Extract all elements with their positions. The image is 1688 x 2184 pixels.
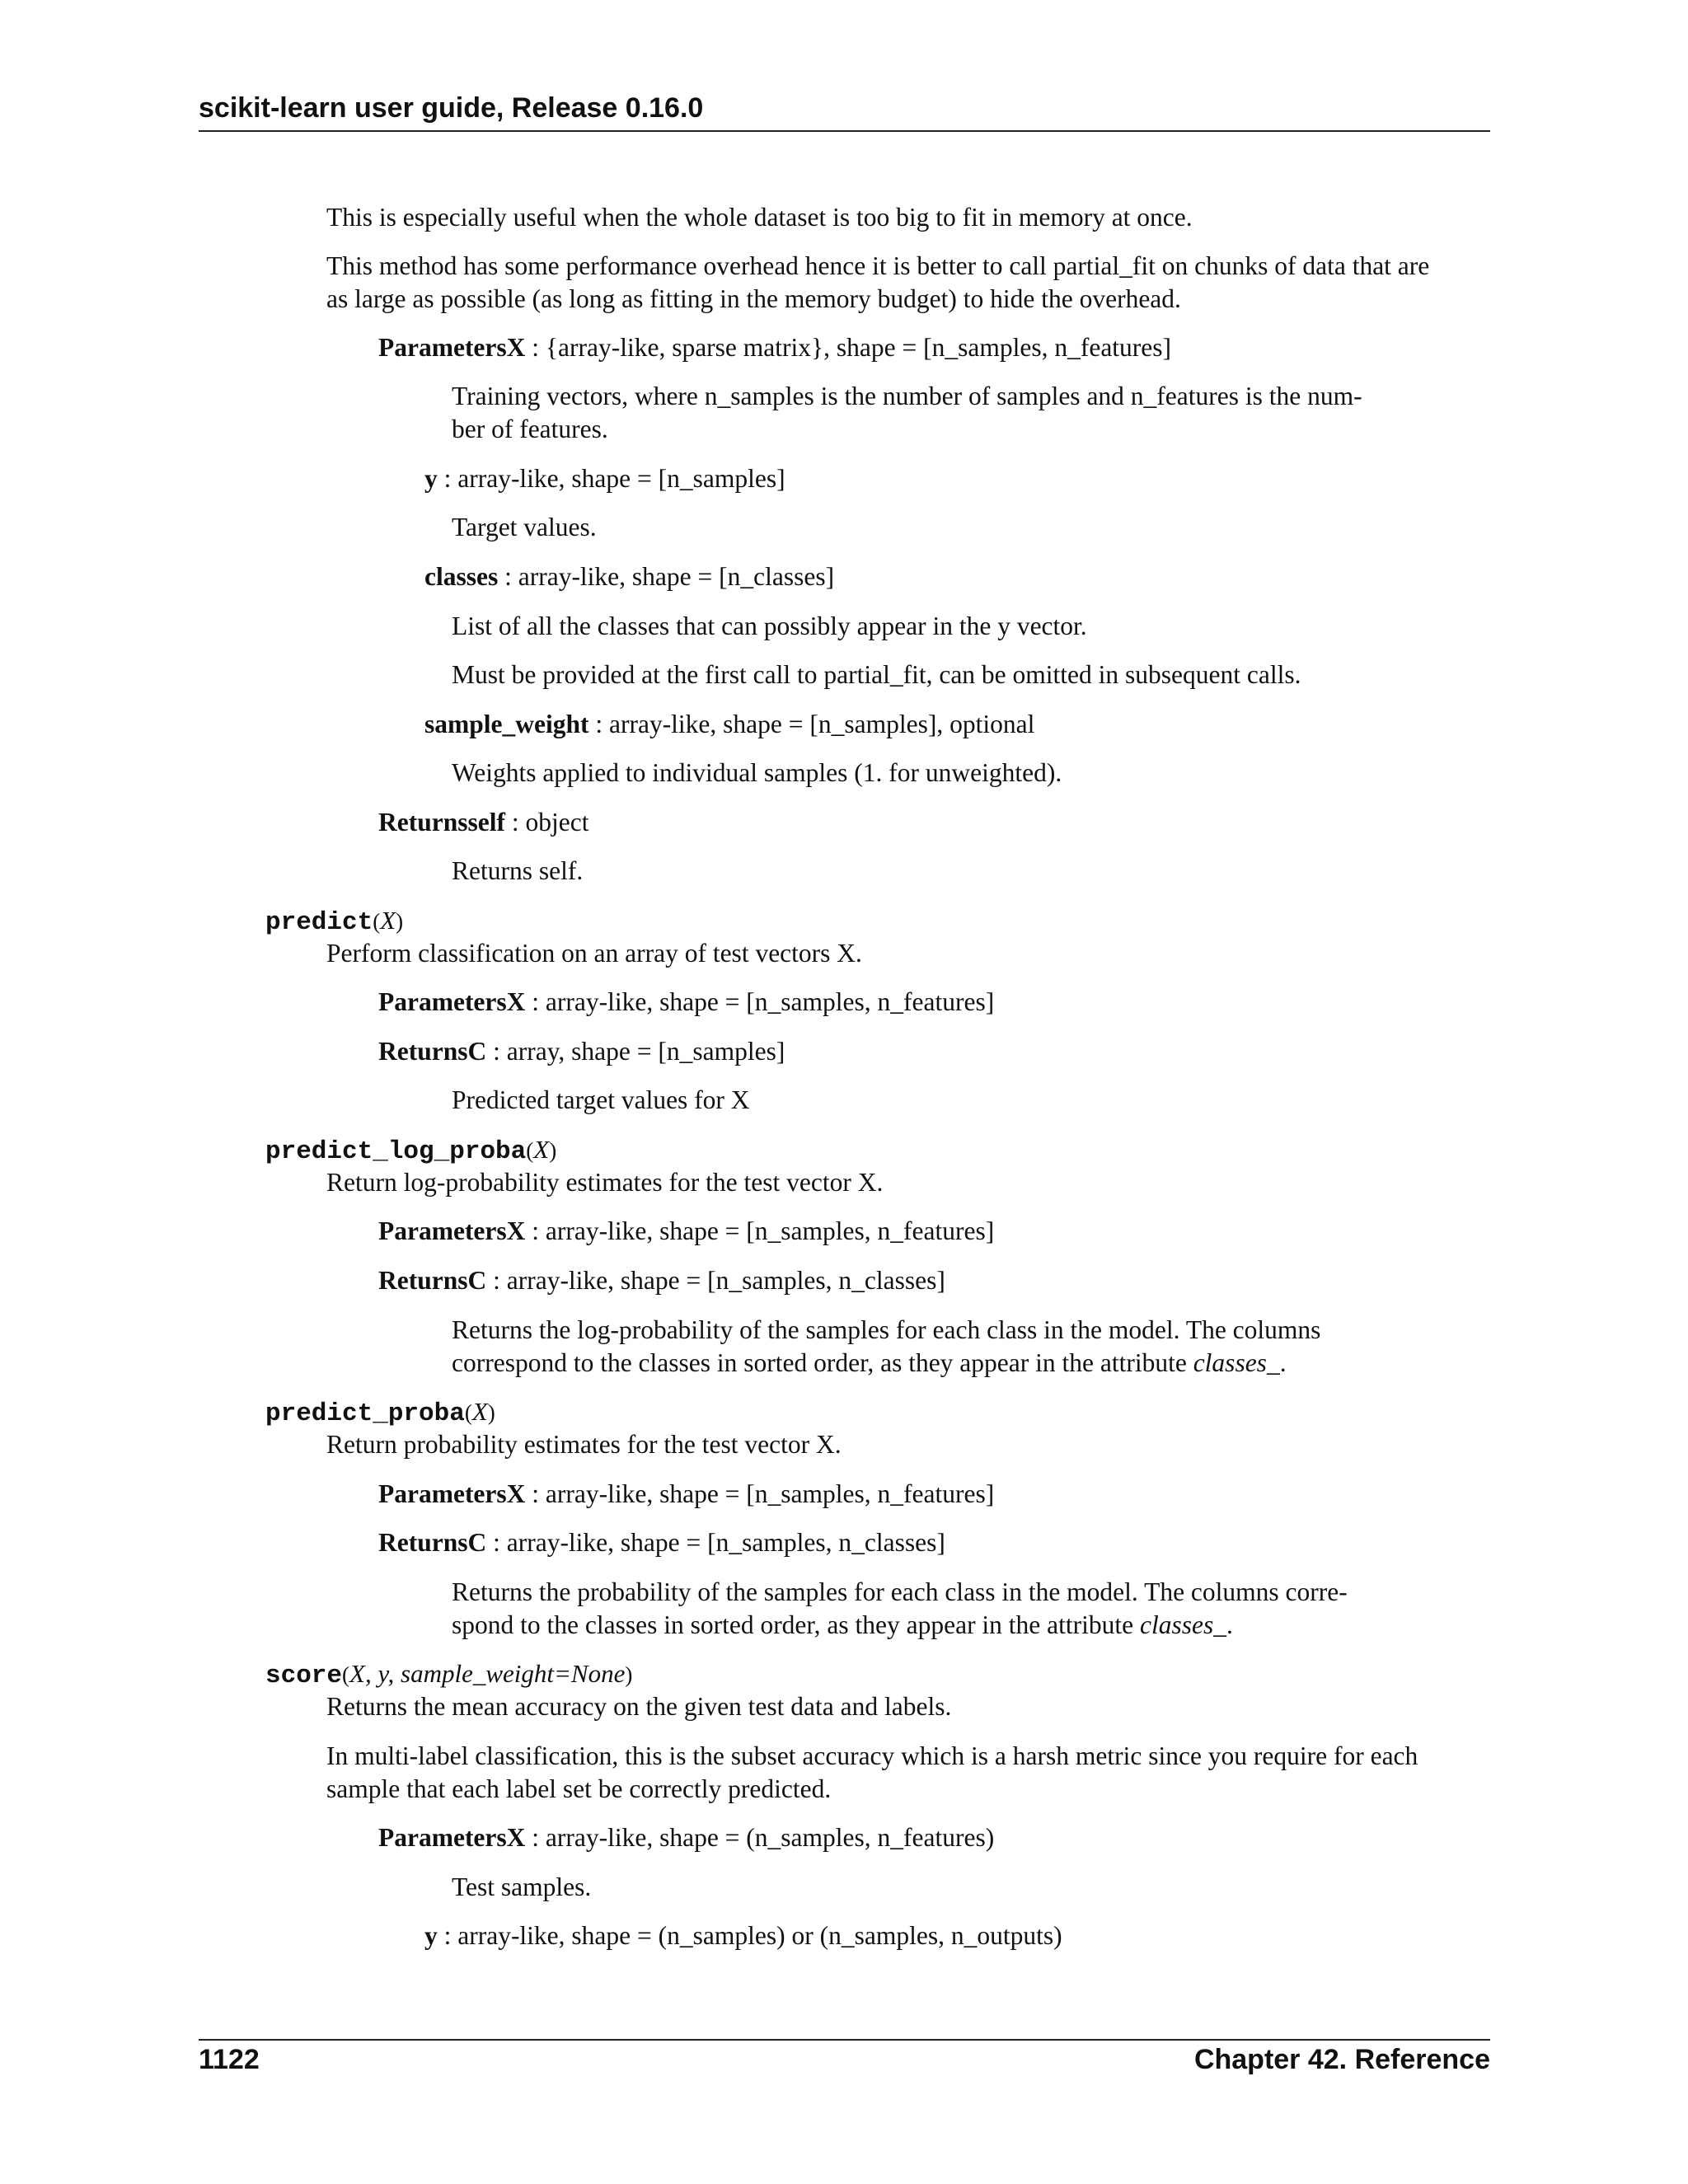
- method-desc: Return log-probability estimates for the test vector X.: [326, 1168, 884, 1197]
- returns-label: ReturnsC: [378, 1528, 487, 1557]
- returns-desc-1: Returns the probability of the samples for each class in the model. The columns corre-: [452, 1577, 1348, 1606]
- param-classes-desc-2: Must be provided at the first call to partial_fit, can be omitted in subsequent calls.: [452, 660, 1301, 689]
- returns-type: : array-like, shape = [n_samples, n_classes]: [486, 1528, 945, 1557]
- param-type: : array-like, shape = [n_samples], optional: [588, 710, 1035, 738]
- returns-row: [378, 1526, 945, 1559]
- method-name: predict_log_proba: [265, 1137, 527, 1166]
- method-args: X, y, sample_weight=None: [349, 1659, 626, 1688]
- returns-row: [378, 1264, 945, 1297]
- method-args: X: [533, 1135, 550, 1164]
- returns-desc-text: correspond to the classes in sorted order, as they appear in the attribute: [452, 1348, 1193, 1377]
- param-label: ParametersX: [378, 1216, 526, 1245]
- method-args: X: [380, 906, 396, 935]
- param-x-row: [378, 331, 1171, 364]
- chapter-title: Chapter 42. Reference: [1193, 2044, 1490, 2075]
- returns-desc-text: spond to the classes in sorted order, as they appear in the attribute: [452, 1610, 1140, 1639]
- param-name: y: [424, 1921, 438, 1950]
- param-type: : array-like, shape = [n_samples, n_features]: [525, 987, 995, 1016]
- method-name: predict: [265, 908, 373, 937]
- param-name: classes: [424, 562, 499, 591]
- param-x-desc-1: Training vectors, where n_samples is the number of samples and n_features is the num-: [452, 382, 1362, 410]
- param-name: sample_weight: [424, 710, 589, 738]
- param-label: ParametersX: [378, 1823, 526, 1852]
- method-desc-3: sample that each label set be correctly predicted.: [326, 1774, 832, 1803]
- returns-desc-2: [452, 1609, 1233, 1642]
- param-label: ParametersX: [378, 1479, 526, 1508]
- method-signature-predict-proba: predict_proba(X): [265, 1397, 495, 1428]
- returns-type: : array-like, shape = [n_samples, n_classes]: [486, 1266, 945, 1295]
- param-type: : array-like, shape = [n_samples]: [437, 464, 785, 493]
- param-y-desc: Target values.: [452, 513, 597, 541]
- method-signature-score: score(X, y, sample_weight=None): [265, 1659, 633, 1690]
- attribute-name: classes_: [1140, 1610, 1226, 1639]
- param-x-desc-2: ber of features.: [452, 415, 608, 443]
- param-classes-desc-1: List of all the classes that can possibly appear in the y vector.: [452, 612, 1087, 640]
- returns-row: [378, 1035, 785, 1068]
- returns-desc: Returns self.: [452, 856, 584, 885]
- param-sample-weight-row: [424, 708, 1034, 741]
- method-name: score: [265, 1661, 343, 1690]
- method-args: X: [471, 1397, 488, 1426]
- param-type: : array-like, shape = (n_samples, n_features): [525, 1823, 995, 1852]
- method-signature-predict: predict(X): [265, 906, 404, 937]
- param-x-desc: Test samples.: [452, 1872, 592, 1901]
- param-y-row: [424, 462, 785, 495]
- returns-desc-1: Returns the log-probability of the samples for each class in the model. The columns: [452, 1315, 1321, 1344]
- intro-line-3: as large as possible (as long as fitting in the memory budget) to hide the overhead.: [326, 284, 1181, 313]
- param-type: : array-like, shape = [n_samples, n_features]: [525, 1479, 995, 1508]
- param-y-row: [424, 1919, 1062, 1952]
- attribute-name: classes_: [1193, 1348, 1280, 1377]
- returns-label: ReturnsC: [378, 1037, 487, 1066]
- intro-line-1: This is especially useful when the whole dataset is too big to fit in memory at once.: [326, 203, 1193, 232]
- param-x-row: [378, 1821, 994, 1854]
- param-type: : array-like, shape = [n_samples, n_features]: [525, 1216, 995, 1245]
- param-x-row: [378, 986, 994, 1019]
- param-type: : {array-like, sparse matrix}, shape = [n_samples, n_features]: [525, 333, 1172, 362]
- method-signature-predict-log-proba: predict_log_proba(X): [265, 1135, 557, 1166]
- page-number: 1122: [199, 2044, 260, 2075]
- param-classes-row: [424, 560, 834, 593]
- returns-desc-2: [452, 1347, 1287, 1380]
- header-rule: [199, 130, 1490, 132]
- page-header-title: scikit-learn user guide, Release 0.16.0: [199, 92, 704, 124]
- footer-rule: [199, 2039, 1490, 2041]
- method-desc-2: In multi-label classification, this is the subset accuracy which is a harsh metric since you require for each: [326, 1741, 1418, 1770]
- returns-desc-period: .: [1279, 1348, 1287, 1377]
- param-type: : array-like, shape = (n_samples) or (n_samples, n_outputs): [437, 1921, 1062, 1950]
- param-x-row: [378, 1478, 994, 1511]
- method-desc: Return probability estimates for the test vector X.: [326, 1430, 842, 1459]
- method-desc: Returns the mean accuracy on the given test data and labels.: [326, 1692, 952, 1721]
- returns-row: [378, 806, 588, 839]
- param-x-row: [378, 1215, 994, 1248]
- returns-label: ReturnsC: [378, 1266, 487, 1295]
- method-desc: Perform classification on an array of test vectors X.: [326, 939, 862, 968]
- method-name: predict_proba: [265, 1399, 465, 1428]
- param-label: ParametersX: [378, 987, 526, 1016]
- param-type: : array-like, shape = [n_classes]: [498, 562, 835, 591]
- returns-type: : array, shape = [n_samples]: [486, 1037, 785, 1066]
- returns-desc: Predicted target values for X: [452, 1085, 750, 1114]
- param-sample-weight-desc: Weights applied to individual samples (1. for unweighted).: [452, 758, 1062, 787]
- param-label: ParametersX: [378, 333, 526, 362]
- returns-desc-period: .: [1226, 1610, 1233, 1639]
- returns-label: Returnsself: [378, 808, 505, 837]
- returns-type: : object: [504, 808, 589, 837]
- intro-line-2: This method has some performance overhead hence it is better to call partial_fit on chunks of data that are: [326, 251, 1430, 280]
- param-name: y: [424, 464, 438, 493]
